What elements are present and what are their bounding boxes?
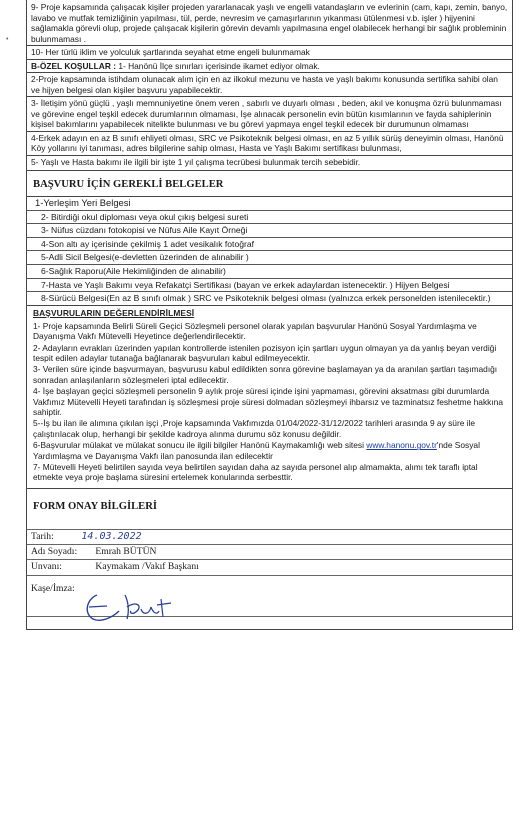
margin-mark: • xyxy=(6,36,9,43)
name-label: Adı Soyadı: xyxy=(31,545,78,557)
evaluation-paragraph-6 xyxy=(33,440,506,461)
approval-title-row xyxy=(27,559,512,574)
document-item: 6-Sağlık Raporu(Aile Hekimliğinden de alınabilir) xyxy=(27,265,512,279)
approval-name-row xyxy=(27,544,512,559)
document-item: 4-Son altı ay içerisinde çekilmiş 1 adet vesikalık fotoğraf xyxy=(27,238,512,252)
document-item: 2- Bitirdiği okul diploması veya okul çıkış belgesi sureti xyxy=(27,211,512,225)
sign-label: Kaşe/İmza: xyxy=(31,582,75,594)
evaluation-section xyxy=(26,306,513,489)
special-condition-3: 3- İletişim yönü güçlü , yaşlı memnuniyetine önem veren , sabırlı ve duyarlı olması , beden, akıl ve konuşma özrü bulunmaması ve görevine engel teşkil edecek durumlarının olmaması, İşe alınacak personelin evin bütün kısımlarının ve fayda sahiplerinin kişisel bakımlarını yapabilecek nitelikte bulunması ve bu görevi yapmaya engel teşkil edecek bir durumunun olmaması xyxy=(27,97,512,132)
date-label: Tarih: xyxy=(31,530,54,542)
evaluation-paragraph-5: 5--İş bu ilan ile alımına çıkılan işçi ,Proje kapsamında Vakfımızda 01/04/2022-31/12/2022 tarihleri arasında 9 ay süre ile çalıştırılacak olup, herhangi bir şekilde kadroya alınma durumu söz konusu değildir. xyxy=(33,418,476,439)
documents-list xyxy=(26,197,513,306)
approval-date-row xyxy=(27,529,512,544)
approval-section xyxy=(26,489,513,630)
date-value: 14.03.2022 xyxy=(81,530,142,542)
document-item: 3- Nüfus cüzdanı fotokopisi ve Nüfus Aile Kayıt Örneği xyxy=(27,224,512,238)
evaluation-title: BAŞVURULARIN DEĞERLENDİRİLMESİ xyxy=(33,307,195,318)
form-page xyxy=(26,0,513,630)
document-item: 8-Sürücü Belgesi(En az B sınıfı olmak ) SRC ve Psikoteknik belgesi olması (yalnızca erkek personelden istenilecektir.) xyxy=(41,293,491,304)
title-label: Unvanı: xyxy=(31,560,62,572)
special-condition-4: 4-Erkek adayın en az B sınıfı ehliyeti olması, SRC ve Psikoteknik belgesi olması, en az 5 yıllık sürüş deneyimin olması, Hanönü Köy yollarını iyi tanıması, adres bilgilerine sahip olması, Hasta ve Yaşlı Bakımı sertifikası bulunması, xyxy=(27,132,512,156)
special-condition-5: 5- Yaşlı ve Hasta bakımı ile ilgili bir işte 1 yıl çalışma tecrübesi bulunmak tercih sebebidir. xyxy=(27,156,512,172)
special-conditions-title: B-ÖZEL KOŞULLAR : xyxy=(31,60,116,71)
condition-item-10: 10- Her türlü iklim ve yolculuk şartlarında seyahat etme engeli bulunmamak xyxy=(27,46,512,60)
title-value: Kaymakam /Vakıf Başkanı xyxy=(95,560,199,572)
website-link[interactable]: www.hanonu.gov.tr xyxy=(366,440,437,451)
special-condition-1: 1- Hanönü İlçe sınırları içerisinde ikamet ediyor olmak. xyxy=(118,60,320,71)
name-value: Emrah BÜTÜN xyxy=(95,545,157,557)
evaluation-paragraph-6-start: 6-Başvurular mülakat ve mülakat sonucu ile ilgili bilgiler Hanönü Kaymakamlığı web sitesi xyxy=(33,440,364,451)
approval-title: FORM ONAY BİLGİLERİ xyxy=(33,500,158,512)
evaluation-paragraph-3: 3- Verilen süre içinde başvurmayan, başvurusu kabul edildikten sonra görevine başlamayan ya da aranılan şartları taşımadığı sonradan anlaşılanların sözleşmeleri iptal edilecektir. xyxy=(33,364,498,385)
evaluation-paragraph-6-end: 'nde Sosyal Yardımlaşma ve Dayanışma Vakfı ilan panosunda ilan edilecektir xyxy=(33,440,480,461)
documents-section-title: BAŞVURU İÇİN GEREKLİ BELGELER xyxy=(26,171,513,197)
handwritten-signature xyxy=(79,589,189,625)
document-item: 5-Adli Sicil Belgesi(e-devletten üzerinden de alınabilir ) xyxy=(27,251,512,265)
evaluation-paragraph-1: 1- Proje kapsamında Belirli Süreli Geçici Sözleşmeli personel olarak yapılan başvurular Hanönü Sosyal Yardımlaşma ve Dayanışma Vakfı Mütevelli Heyetince değerlendirilecektir. xyxy=(33,320,477,342)
special-condition-2: 2-Proje kapsamında istihdam olunacak alım için en az ilkokul mezunu ve hasta ve yaşlı bakımı konusunda sertifika sahibi olan ve hijyen belgesi olan kişiler başvuru yapabilecektir. xyxy=(27,73,512,97)
special-conditions-row-1 xyxy=(27,60,512,74)
condition-item-9: 9- Proje kapsamında çalışacak kişiler projeden yararlanacak yaşlı ve engelli vatandaşların ve evlerinin (cam, kapı, zemin, banyo, lavabo ve mutfak temizliğinin yapılması, tül, perde, nevresim ve çamaşırlarının yıkanması ütülenmesi v.b. işler ) hijyenini sağlamakla görevli olup, projede çalışacak kişilerin görevin devamlı yapılmasına engel olabilecek herhangi bir sağlık probleminin bulunmaması . xyxy=(27,0,512,46)
conditions-section xyxy=(26,0,513,171)
document-item: 7-Hasta ve Yaşlı Bakımı veya Refakatçi Sertifikası (bayan ve erkek adaylardan istenecektir. ) Hijyen Belgesi xyxy=(27,279,512,293)
evaluation-paragraph-4: 4- İşe başlayan geçici sözleşmeli personelin 9 aylık proje süresi içinde işini yapmaması, görevini aksatması gibi durumlarda Vakfımız Mütevelli Heyeti tarafından iş sözleşmesi proje süresi dolmadan sözleşmeyi ihbarsız ve tazminatsız feshetme hakkına sahiptir. xyxy=(33,386,503,417)
evaluation-paragraph-2: 2- Adayların evrakları üzerinden yapılan kontrollerde istenilen pozisyon için şartları uygun olmayan ya da yanlış beyan verdiği tespit edilen adaylar tutanağa bağlanarak başvuruları kabul edilmeyecektir. xyxy=(33,342,497,363)
evaluation-paragraph-7: 7- Mütevelli Heyeti belirtilen sayıda veya belirtilen sayıdan daha az sayıda personel alıp almamakta, alımı tek taraflı iptal etmekte veya proje başlama süresini ertelemek konularında serbesttir. xyxy=(33,462,478,483)
document-item: 1-Yerleşim Yeri Belgesi xyxy=(27,197,512,211)
